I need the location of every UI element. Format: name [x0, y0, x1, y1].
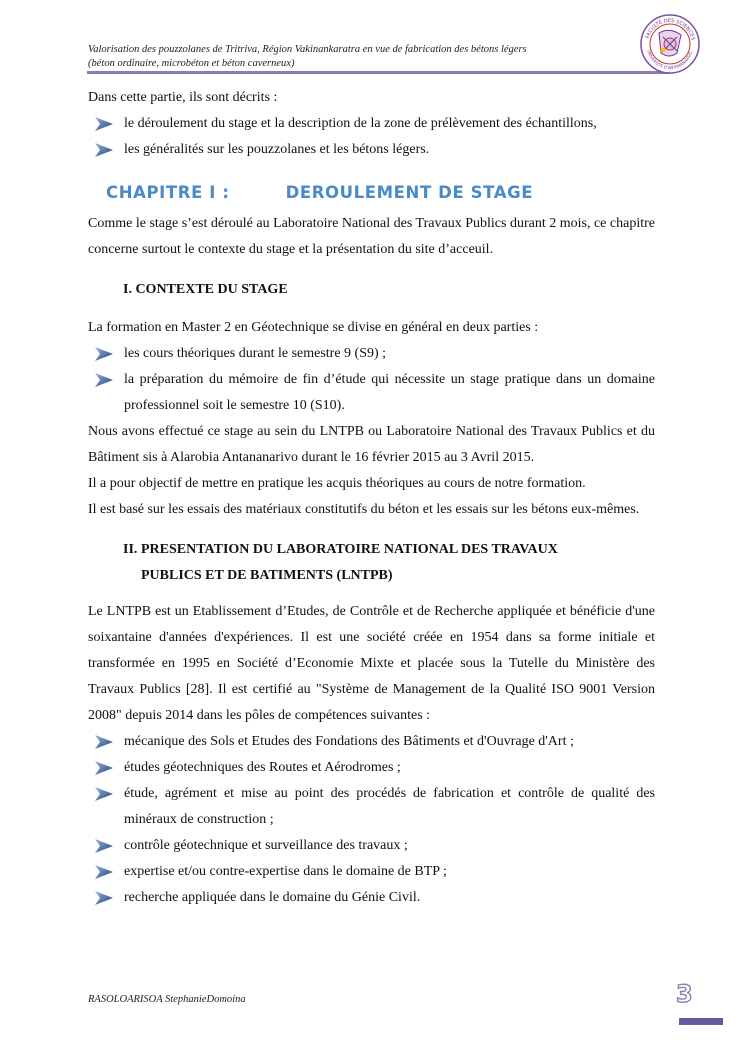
arrow-bullet-icon — [95, 761, 113, 775]
list-item: les généralités sur les pouzzolanes et les bétons légers. — [88, 137, 655, 163]
list-item: la préparation du mémoire de fin d’étude qui nécessite un stage pratique dans un domaine professionnel soit le semestre 10 (S10). — [88, 367, 655, 419]
faculty-seal-logo — [639, 13, 701, 75]
intro-bullet-list — [88, 111, 655, 163]
list-item: étude, agrément et mise au point des procédés de fabrication et contrôle de qualité des minéraux de construction ; — [88, 781, 655, 833]
seal-top-text: FACULTÉ DES SCIENCES — [644, 17, 696, 42]
list-item: mécanique des Sols et Etudes des Fondations des Bâtiments et d'Ouvrage d'Art ; — [88, 729, 655, 755]
section1-paragraph-1: Nous avons effectué ce stage au sein du LNTPB ou Laboratoire National des Travaux Publics et du Bâtiment sis à Alarobia Antananarivo durant le 16 février 2015 au 3 Avril 2015. — [88, 424, 655, 465]
list-item: expertise et/ou contre-expertise dans le domaine de BTP ; — [88, 859, 655, 885]
list-item: le déroulement du stage et la description de la zone de prélèvement des échantillons, — [88, 111, 655, 137]
section2-paragraph: Le LNTPB est un Etablissement d’Etudes, de Contrôle et de Recherche appliquée et bénéficie d'une soixantaine d'années d'expériences. Il est une société créée en 1954 dans sa forme initiale et transformée en 1995 en Société d’Economie Mixte et placée sous la Tutelle du Ministère des Travaux Publics [28]. Il est certifié au "Système de Management de la Qualité ISO 9001 Version 2008" depuis 2014 dans les pôles de compétences suivantes : — [88, 604, 655, 723]
arrow-bullet-icon — [95, 143, 113, 157]
chapter-heading — [106, 181, 655, 205]
section-heading-contexte: I. CONTEXTE DU STAGE — [123, 282, 288, 297]
running-header — [88, 43, 648, 71]
page-body — [88, 85, 655, 911]
section-heading-line-1: PRESENTATION DU LABORATOIRE NATIONAL DES TRAVAUX — [141, 542, 558, 557]
arrow-bullet-icon — [95, 865, 113, 879]
arrow-bullet-icon — [95, 117, 113, 131]
section-heading-presentation — [123, 537, 655, 589]
chapter-intro: Comme le stage s’est déroulé au Laboratoire National des Travaux Publics durant 2 mois, ce chapitre concerne surtout le contexte du stage et la présentation du site d’acceuil. — [88, 216, 655, 257]
list-item: contrôle géotechnique et surveillance des travaux ; — [88, 833, 655, 859]
arrow-bullet-icon — [95, 891, 113, 905]
section1-intro: La formation en Master 2 en Géotechnique se divise en général en deux parties : — [88, 320, 539, 335]
section-heading-line-2: PUBLICS ET DE BATIMENTS (LNTPB) — [141, 568, 393, 583]
arrow-bullet-icon — [95, 787, 113, 801]
list-item: recherche appliquée dans le domaine du Génie Civil. — [88, 885, 655, 911]
intro-text: Dans cette partie, ils sont décrits : — [88, 90, 278, 105]
page-number-bar — [679, 1018, 723, 1025]
arrow-bullet-icon — [95, 347, 113, 361]
header-divider — [87, 71, 670, 74]
seal-bottom-text: UNIVERSITÉ D'ANTANANARIVO — [646, 49, 694, 71]
section-number: II. — [123, 542, 138, 557]
header-line-1: Valorisation des pouzzolanes de Tritriva, Région Vakinankaratra en vue de fabrication des bétons légers — [88, 44, 527, 55]
chapter-title: DEROULEMENT DE STAGE — [285, 183, 534, 202]
page-number: 3 — [676, 980, 693, 1008]
header-line-2: (béton ordinaire, microbéton et béton caverneux) — [88, 58, 295, 69]
list-item: les cours théoriques durant le semestre 9 (S9) ; — [88, 341, 655, 367]
section2-bullet-list — [88, 729, 655, 911]
chapter-label: CHAPITRE I : — [106, 183, 230, 202]
section1-paragraph-3: Il est basé sur les essais des matériaux constitutifs du béton et les essais sur les bétons eux-mêmes. — [88, 502, 640, 517]
section1-bullet-list — [88, 341, 655, 419]
section1-paragraph-2: Il a pour objectif de mettre en pratique les acquis théoriques au cours de notre formation. — [88, 476, 586, 491]
footer-author: RASOLOARISOA StephanieDomoina — [88, 994, 246, 1005]
arrow-bullet-icon — [95, 839, 113, 853]
arrow-bullet-icon — [95, 373, 113, 387]
list-item: études géotechniques des Routes et Aérodromes ; — [88, 755, 655, 781]
arrow-bullet-icon — [95, 735, 113, 749]
